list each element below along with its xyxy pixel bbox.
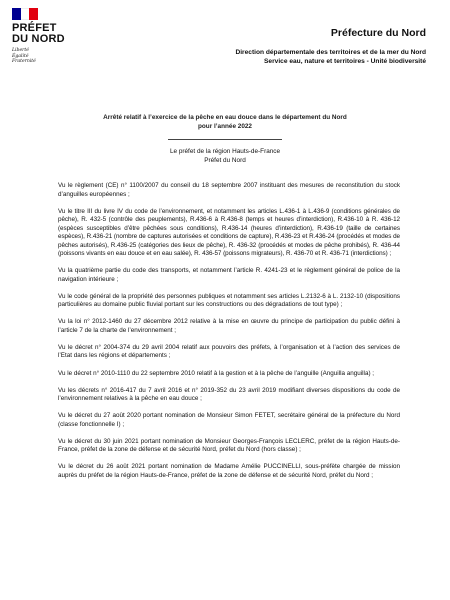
visa-paragraph: Vu le titre III du livre IV du code de l’environnement, et notamment les articles L.436-1 à L.436-9 (conditions générales de pêche), R. 432-5 (contrôle des peuplements), R.436-6 à R.436-8 (temps et heures d’interdiction), R.436-10 à R. 436-12 (espèces susceptibles d’être pêchées sous conditions), R.436-14 (heures d’interdiction), R.436-19 (taille de certaines espèces), R.436-21 (nombre de captures autorisées et conditions de capture), R.436-23 et R.436-24 (procédés et modes de pêches autorisés), R.436-25 (catégories des lieux de pêche), R. 436-32 (procédés et modes de pêche prohibés), R. 436-44 (poissons vivants en eau douce et en eau salée), R. 436-57 (poissons migrateurs), R. 436-70 et R. 436-71 (interdictions) ; — [58, 207, 400, 258]
prefet-nord: Préfet du Nord — [204, 157, 246, 164]
republic-flag-icon — [12, 8, 38, 20]
document-body — [58, 182, 400, 489]
title-divider — [168, 139, 282, 140]
logo-motto — [12, 48, 92, 65]
prefet-du-nord-logo — [12, 8, 92, 65]
service-line: Service eau, nature et territoires - Unité biodiversité — [264, 58, 426, 65]
document-title-line1: Arrêté relatif à l’exercice de la pêche en eau douce dans le département du Nord — [103, 114, 347, 121]
visa-paragraph: Vu le décret n° 2010-1110 du 22 septembre 2010 relatif à la gestion et à la pêche de l’anguille (Anguilla anguilla) ; — [58, 369, 375, 377]
visa-paragraph: Vu le décret du 26 août 2021 portant nomination de Madame Amélie PUCCINELLI, sous-préfète chargée de mission auprès du préfet de la région Hauts-de-France, préfet de la zone de défense et de sécurité Nord, préfet du Nord ; — [58, 463, 400, 479]
visa-paragraph: Vu la loi n° 2012-1460 du 27 décembre 2012 relative à la mise en œuvre du principe de participation du public défini à l’article 7 de la charte de l’environnement ; — [58, 318, 400, 334]
motto-egalite: Égalité — [12, 53, 29, 59]
visa-paragraph: Vu les décrets n° 2016-417 du 7 avril 2016 et n° 2019-352 du 23 avril 2019 modifiant diverses dispositions du code de l’environnement relatives à la pêche en eau douce ; — [58, 386, 400, 403]
visa-paragraph: Vu le règlement (CE) n° 1100/2007 du conseil du 18 septembre 2007 instituant des mesures de reconstitution du stock d’anguilles européennes ; — [58, 182, 400, 198]
motto-liberte: Liberté — [12, 48, 29, 53]
motto-fraternite: Fraternité — [12, 59, 36, 65]
visa-paragraph: Vu la quatrième partie du code des transports, et notamment l’article R. 4241-23 et le règlement général de police de la navigation intérieure ; — [58, 267, 400, 283]
issuing-authority — [60, 147, 390, 165]
document-title-line2: pour l’année 2022 — [198, 122, 252, 130]
letterhead — [0, 0, 450, 110]
visa-paragraph: Vu le code général de la propriété des personnes publiques et notamment ses articles L.2132-6 à L. 2132-10 (dispositions particulières au domaine public fluvial portant sur les constructions ou des dégradations de tout type) ; — [58, 292, 400, 309]
direction-line: Direction départementale des territoires et de la mer du Nord — [235, 49, 426, 56]
direction-service — [235, 48, 426, 66]
visa-paragraph: Vu le décret du 27 août 2020 portant nomination de Monsieur Simon FETET, secrétaire général de la préfecture du Nord (classe fonctionnelle I) ; — [58, 412, 400, 428]
prefecture-name: Préfecture du Nord — [330, 27, 426, 39]
document-title — [60, 114, 390, 131]
logo-name-line1: PRÉFET — [12, 22, 57, 34]
logo-name-line2: DU NORD — [12, 33, 65, 45]
visa-paragraph: Vu le décret du 30 juin 2021 portant nomination de Monsieur Georges-François LECLERC, préfet de la région Hauts-de-France, préfet de la zone de défense et de sécurité Nord, préfet du Nord (hors classe) ; — [58, 437, 400, 454]
prefet-region: Le préfet de la région Hauts-de-France — [169, 148, 281, 155]
visa-paragraph: Vu le décret n° 2004-374 du 29 avril 2004 relatif aux pouvoirs des préfets, à l’organisation et à l’action des services de l’Etat dans les régions et départements ; — [58, 343, 400, 360]
